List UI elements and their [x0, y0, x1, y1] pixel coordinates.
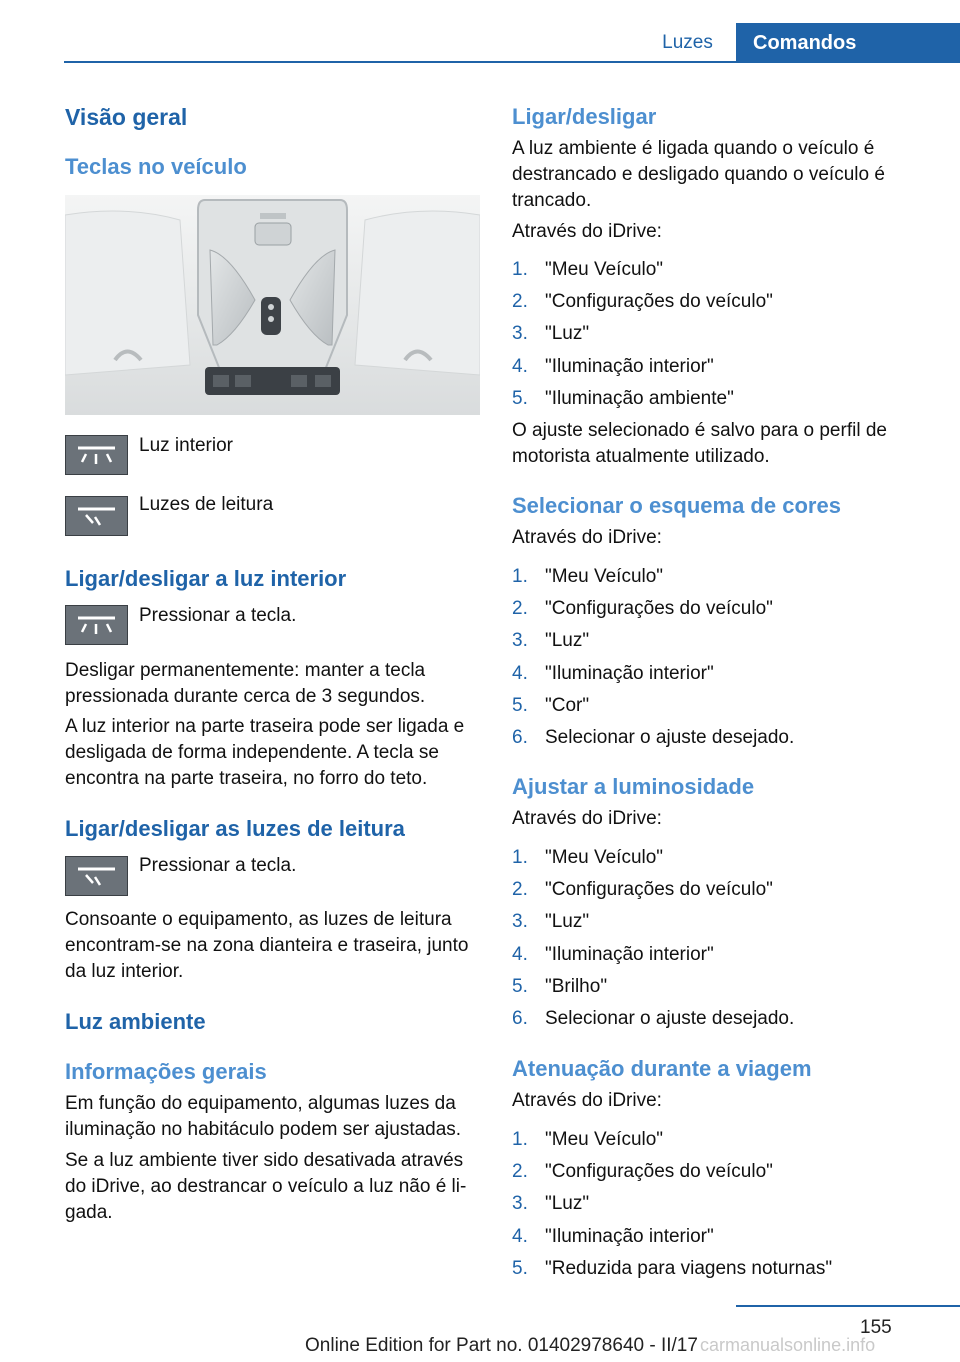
- press-key-reading: Pressionar a tecla.: [139, 855, 297, 876]
- title-onoff: Ligar/desligar: [512, 104, 657, 129]
- list-item-number: 6.: [512, 727, 528, 748]
- title-onoff-reading: Ligar/desligar as luzes de leitura: [65, 816, 405, 841]
- footer-divider: [736, 1305, 960, 1307]
- list-item-text: "Luz": [545, 630, 590, 652]
- title-dimming: Atenuação durante a viagem: [512, 1056, 812, 1081]
- para-general-2: Se a luz ambiente tiver sido desativada através do iDrive, ao destrancar o veículo a luz não é li-gada.: [65, 1150, 467, 1223]
- list-item-text: "Meu Veículo": [545, 1129, 664, 1150]
- list-item-text: "Luz": [545, 323, 590, 345]
- para-permanent: Desligar permanentemente: manter a tecla pressionada durante cerca de 3 segundos.: [65, 660, 426, 707]
- list-item-text: "Configurações do veículo": [545, 1161, 773, 1183]
- para-rear: A luz interior na parte traseira pode ser ligada e desligada de forma independente. A tecla se encontra na parte traseira, no forro do teto.: [65, 716, 465, 789]
- list-item-text: "Brilho": [545, 975, 608, 997]
- reading-light-key-icon-2: [65, 856, 128, 896]
- via-idrive-1: Através do iDrive:: [512, 221, 662, 242]
- title-overview: Visão geral: [65, 104, 188, 130]
- list-item-text: Selecionar o ajuste desejado.: [545, 1008, 795, 1029]
- list-item-number: 5.: [512, 1257, 528, 1279]
- interior-light-key-icon-2: [65, 605, 128, 645]
- key-reading-label: Luzes de leitura: [139, 494, 274, 515]
- list-item-text: "Luz": [545, 1193, 590, 1215]
- overhead-console-photo: [65, 195, 480, 415]
- list-item-text: "Luz": [545, 911, 590, 933]
- header-divider: [64, 61, 960, 63]
- title-onoff-interior: Ligar/desligar a luz interior: [65, 566, 347, 591]
- title-color: Selecionar o esquema de cores: [512, 493, 841, 518]
- list-item-number: 4.: [512, 662, 528, 684]
- list-item-number: 3.: [512, 323, 528, 345]
- list-item-text: Selecionar o ajuste desejado.: [545, 727, 795, 748]
- list-item-text: "Configurações do veículo": [545, 879, 773, 901]
- interior-light-key-icon: [65, 435, 128, 475]
- para-onoff: A luz ambiente é ligada quando o veículo é destrancado e desligado quando o veículo é trancado.: [512, 138, 885, 211]
- list-item-number: 2.: [512, 598, 528, 620]
- title-keys: Teclas no veículo: [65, 154, 247, 179]
- list-item-text: "Iluminação interior": [545, 943, 714, 965]
- list-item-text: "Meu Veículo": [545, 847, 664, 868]
- title-general-info: Informações gerais: [65, 1059, 267, 1084]
- header-tab-chapter[interactable]: Comandos: [736, 23, 960, 62]
- page-number: 155: [860, 1317, 892, 1338]
- list-item-number: 4.: [512, 355, 528, 377]
- edition-info: Online Edition for Part no. 01402978640 - II/17: [305, 1335, 698, 1356]
- list-item-number: 1.: [512, 847, 528, 868]
- via-idrive-3: Através do iDrive:: [512, 808, 662, 829]
- list-item-text: "Meu Veículo": [545, 566, 664, 587]
- list-item-number: 3.: [512, 1193, 528, 1215]
- press-key-interior: Pressionar a tecla.: [139, 605, 297, 626]
- para-general-1: Em função do equipamento, algumas luzes da iluminação no habitáculo podem ser ajustadas.: [65, 1093, 462, 1140]
- list-item-number: 1.: [512, 566, 528, 587]
- list-item-number: 3.: [512, 911, 528, 933]
- list-item-number: 5.: [512, 694, 528, 716]
- title-ambient: Luz ambiente: [65, 1009, 206, 1034]
- list-item-text: "Iluminação interior": [545, 1225, 714, 1247]
- title-brightness: Ajustar a luminosidade: [512, 774, 755, 799]
- key-interior-label: Luz interior: [139, 435, 233, 456]
- reading-light-key-icon: [65, 496, 128, 536]
- list-item-number: 1.: [512, 1129, 528, 1150]
- via-idrive-2: Através do iDrive:: [512, 527, 662, 548]
- list-item-text: "Configurações do veículo": [545, 598, 773, 620]
- list-item-number: 1.: [512, 259, 528, 280]
- header-tab-section[interactable]: Luzes: [662, 32, 713, 53]
- list-item-text: "Iluminação ambiente": [545, 387, 734, 409]
- list-item-number: 2.: [512, 1161, 528, 1183]
- list-item-text: "Cor": [545, 694, 590, 716]
- list-item-text: "Meu Veículo": [545, 259, 664, 280]
- list-item-number: 5.: [512, 387, 528, 409]
- list-item-number: 5.: [512, 975, 528, 997]
- list-item-number: 2.: [512, 879, 528, 901]
- para-saved: O ajuste selecionado é salvo para o perfil de motorista atualmente utilizado.: [512, 420, 887, 467]
- list-item-number: 4.: [512, 1225, 528, 1247]
- list-item-text: "Reduzida para viagens noturnas": [545, 1257, 833, 1279]
- list-item-text: "Iluminação interior": [545, 662, 714, 684]
- via-idrive-4: Através do iDrive:: [512, 1090, 662, 1111]
- list-item-number: 2.: [512, 291, 528, 313]
- list-item-text: "Iluminação interior": [545, 355, 714, 377]
- list-item-text: "Configurações do veículo": [545, 291, 773, 313]
- list-item-number: 4.: [512, 943, 528, 965]
- para-reading: Consoante o equipamento, as luzes de leitura encontram-se na zona dianteira e traseira, junto da luz interior.: [65, 909, 469, 982]
- list-item-number: 3.: [512, 630, 528, 652]
- watermark: carmanualsonline.info: [700, 1335, 876, 1355]
- list-item-number: 6.: [512, 1008, 528, 1029]
